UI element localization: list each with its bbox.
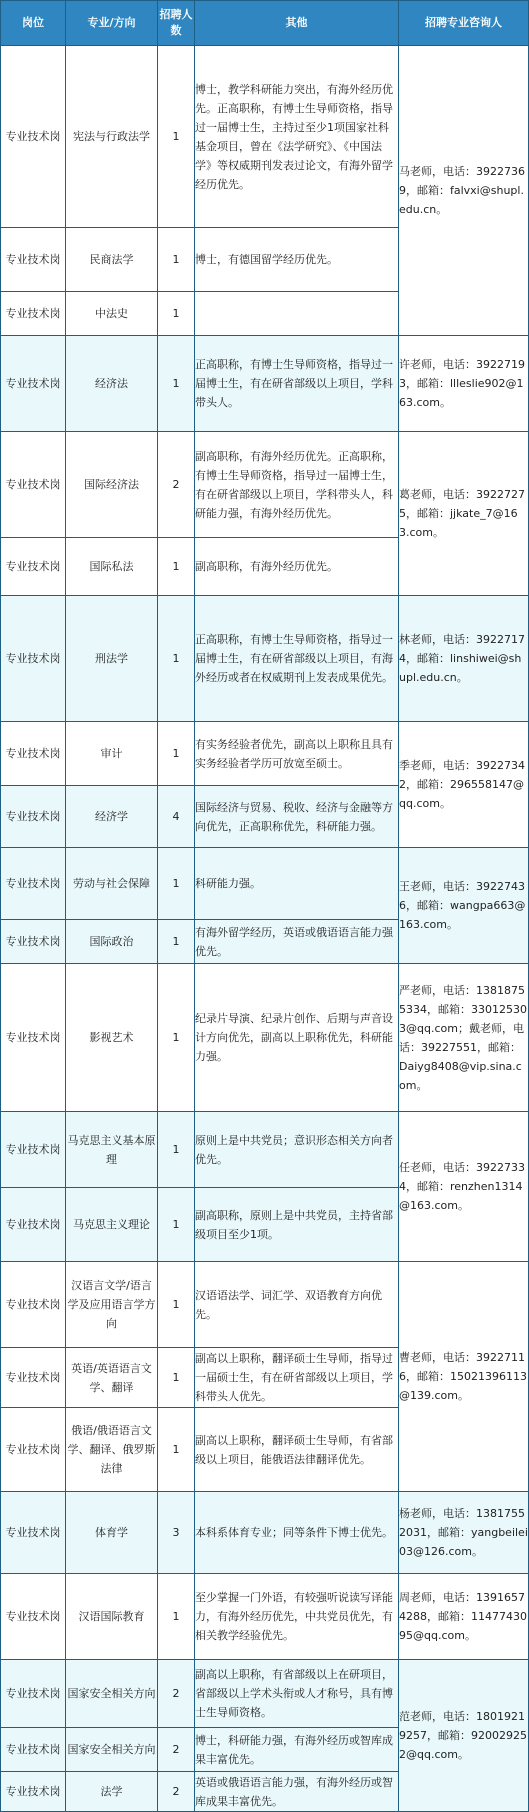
count-cell: 2 <box>158 1772 195 1812</box>
other-cell: 副高职称，有海外经历优先。正高职称，有博士生导师资格，指导过一届博士生，有在研省部级以上项目，学科带头人，科研能力强，有海外经历优先。 <box>195 432 399 538</box>
table-row <box>1 46 529 228</box>
post-cell: 专业技术岗 <box>1 596 66 722</box>
major-cell: 经济法 <box>66 336 158 432</box>
contact-cell: 范老师，电话：18019219257，邮箱：920029252@qq.com。 <box>399 1660 529 1812</box>
major-cell: 国际政治 <box>66 920 158 964</box>
header-other: 其他 <box>195 1 399 46</box>
other-cell <box>195 292 399 336</box>
major-cell: 国际私法 <box>66 538 158 596</box>
count-cell: 1 <box>158 336 195 432</box>
count-cell: 1 <box>158 1348 195 1408</box>
count-cell: 1 <box>158 292 195 336</box>
other-cell: 有海外留学经历，英语或俄语语言能力强优先。 <box>195 920 399 964</box>
major-cell: 经济学 <box>66 786 158 848</box>
post-cell: 专业技术岗 <box>1 1112 66 1188</box>
major-cell: 法学 <box>66 1772 158 1812</box>
count-cell: 1 <box>158 596 195 722</box>
table-row <box>1 1262 529 1348</box>
count-cell: 1 <box>158 538 195 596</box>
table-row <box>1 1574 529 1660</box>
header-post: 岗位 <box>1 1 66 46</box>
major-cell: 国际经济法 <box>66 432 158 538</box>
major-cell: 俄语/俄语语言文学、翻译、俄罗斯法律 <box>66 1408 158 1492</box>
major-cell: 马克思主义基本原理 <box>66 1112 158 1188</box>
post-cell: 专业技术岗 <box>1 1348 66 1408</box>
count-cell: 2 <box>158 1728 195 1772</box>
count-cell: 2 <box>158 1660 195 1728</box>
post-cell: 专业技术岗 <box>1 1660 66 1728</box>
table-row <box>1 1660 529 1728</box>
table-header-row <box>1 1 529 46</box>
post-cell: 专业技术岗 <box>1 1188 66 1262</box>
other-cell: 博士，教学科研能力突出，有海外经历优先。正高职称，有博士生导师资格，指导过一届博士生，主持过至少1项国家社科基金项目，曾在《法学研究》、《中国法学》等权威期刊发表过论文，有海外留学经历优先。 <box>195 46 399 228</box>
contact-cell: 周老师，电话：13916574288，邮箱：1147743095@qq.com。 <box>399 1574 529 1660</box>
major-cell: 国家安全相关方向 <box>66 1660 158 1728</box>
post-cell: 专业技术岗 <box>1 1574 66 1660</box>
table-row <box>1 336 529 432</box>
table-row <box>1 596 529 722</box>
other-cell: 英语或俄语语言能力强，有海外经历或智库成果丰富优先。 <box>195 1772 399 1812</box>
major-cell: 民商法学 <box>66 228 158 292</box>
other-cell: 副高以上职称，翻译硕士生导师，有省部级以上项目，能俄语法律翻译优先。 <box>195 1408 399 1492</box>
post-cell: 专业技术岗 <box>1 292 66 336</box>
count-cell: 1 <box>158 722 195 786</box>
contact-cell: 马老师，电话：39227369，邮箱：falvxi@shupl.edu.cn。 <box>399 46 529 336</box>
post-cell: 专业技术岗 <box>1 1262 66 1348</box>
count-cell: 2 <box>158 432 195 538</box>
major-cell: 体育学 <box>66 1492 158 1574</box>
major-cell: 审计 <box>66 722 158 786</box>
other-cell: 纪录片导演、纪录片创作、后期与声音设计方向优先，副高以上职称优先，科研能力强。 <box>195 964 399 1112</box>
post-cell: 专业技术岗 <box>1 848 66 920</box>
post-cell: 专业技术岗 <box>1 920 66 964</box>
major-cell: 汉语国际教育 <box>66 1574 158 1660</box>
post-cell: 专业技术岗 <box>1 336 66 432</box>
table-row <box>1 1112 529 1188</box>
other-cell: 正高职称，有博士生导师资格，指导过一届博士生，有在研省部级以上项目，学科带头人。 <box>195 336 399 432</box>
post-cell: 专业技术岗 <box>1 228 66 292</box>
contact-cell: 曹老师，电话：39227116，邮箱：15021396113@139.com。 <box>399 1262 529 1492</box>
major-cell: 汉语言文学/语言学及应用语言学方向 <box>66 1262 158 1348</box>
other-cell: 至少掌握一门外语，有较强听说读写译能力，有海外经历优先，中共党员优先，有相关教学经验优先。 <box>195 1574 399 1660</box>
post-cell: 专业技术岗 <box>1 964 66 1112</box>
contact-cell: 王老师，电话：39227436，邮箱：wangpa663@163.com。 <box>399 848 529 964</box>
count-cell: 1 <box>158 1262 195 1348</box>
post-cell: 专业技术岗 <box>1 1408 66 1492</box>
table-row <box>1 432 529 538</box>
other-cell: 汉语语法学、词汇学、双语教育方向优先。 <box>195 1262 399 1348</box>
major-cell: 马克思主义理论 <box>66 1188 158 1262</box>
major-cell: 劳动与社会保障 <box>66 848 158 920</box>
contact-cell: 任老师，电话：39227334，邮箱：renzhen1314@163.com。 <box>399 1112 529 1262</box>
other-cell: 副高职称，有海外经历优先。 <box>195 538 399 596</box>
count-cell: 1 <box>158 228 195 292</box>
other-cell: 正高职称，有博士生导师资格，指导过一届博士生，有在研省部级以上项目，有海外经历或者在权威期刊上发表成果优先。 <box>195 596 399 722</box>
post-cell: 专业技术岗 <box>1 538 66 596</box>
count-cell: 1 <box>158 1408 195 1492</box>
contact-cell: 许老师，电话：39227193，邮箱：llleslie902@163.com。 <box>399 336 529 432</box>
header-count: 招聘人数 <box>158 1 195 46</box>
contact-cell: 严老师，电话：13818755334，邮箱：330125303@qq.com；戴老师，电话：39227551，邮箱：Daiyg8408@vip.sina.com。 <box>399 964 529 1112</box>
other-cell: 本科系体育专业；同等条件下博士优先。 <box>195 1492 399 1574</box>
post-cell: 专业技术岗 <box>1 722 66 786</box>
count-cell: 1 <box>158 1188 195 1262</box>
post-cell: 专业技术岗 <box>1 1492 66 1574</box>
contact-cell: 葛老师，电话：39227275，邮箱：jjkate_7@163.com。 <box>399 432 529 596</box>
post-cell: 专业技术岗 <box>1 46 66 228</box>
count-cell: 1 <box>158 1112 195 1188</box>
table-row <box>1 964 529 1112</box>
contact-cell: 杨老师，电话：13817552031，邮箱：yangbeilei03@126.com。 <box>399 1492 529 1574</box>
header-contact: 招聘专业咨询人 <box>399 1 529 46</box>
contact-cell: 季老师，电话：39227342，邮箱：296558147@qq.com。 <box>399 722 529 848</box>
count-cell: 1 <box>158 46 195 228</box>
count-cell: 4 <box>158 786 195 848</box>
count-cell: 1 <box>158 964 195 1112</box>
count-cell: 1 <box>158 848 195 920</box>
post-cell: 专业技术岗 <box>1 432 66 538</box>
other-cell: 有实务经验者优先，副高以上职称且具有实务经验者学历可放宽至硕士。 <box>195 722 399 786</box>
count-cell: 3 <box>158 1492 195 1574</box>
major-cell: 影视艺术 <box>66 964 158 1112</box>
major-cell: 宪法与行政法学 <box>66 46 158 228</box>
contact-cell: 林老师，电话：39227174，邮箱：linshiwei@shupl.edu.cn。 <box>399 596 529 722</box>
count-cell: 1 <box>158 920 195 964</box>
major-cell: 中法史 <box>66 292 158 336</box>
other-cell: 博士，科研能力强，有海外经历或智库成果丰富优先。 <box>195 1728 399 1772</box>
major-cell: 刑法学 <box>66 596 158 722</box>
other-cell: 科研能力强。 <box>195 848 399 920</box>
other-cell: 原则上是中共党员；意识形态相关方向者优先。 <box>195 1112 399 1188</box>
major-cell: 英语/英语语言文学、翻译 <box>66 1348 158 1408</box>
table-row <box>1 1492 529 1574</box>
other-cell: 副高以上职称，翻译硕士生导师，指导过一届硕士生，有在研省部级以上项目，学科带头人优先。 <box>195 1348 399 1408</box>
header-major: 专业/方向 <box>66 1 158 46</box>
other-cell: 博士，有德国留学经历优先。 <box>195 228 399 292</box>
post-cell: 专业技术岗 <box>1 1728 66 1772</box>
table-row <box>1 722 529 786</box>
other-cell: 副高职称，原则上是中共党员，主持省部级项目至少1项。 <box>195 1188 399 1262</box>
post-cell: 专业技术岗 <box>1 786 66 848</box>
table-row <box>1 848 529 920</box>
major-cell: 国家安全相关方向 <box>66 1728 158 1772</box>
count-cell: 1 <box>158 1574 195 1660</box>
other-cell: 副高以上职称，有省部级以上在研项目，省部级以上学术头衔或人才称号，具有博士生导师资格。 <box>195 1660 399 1728</box>
other-cell: 国际经济与贸易、税收、经济与金融等方向优先，正高职称优先，科研能力强。 <box>195 786 399 848</box>
post-cell: 专业技术岗 <box>1 1772 66 1812</box>
